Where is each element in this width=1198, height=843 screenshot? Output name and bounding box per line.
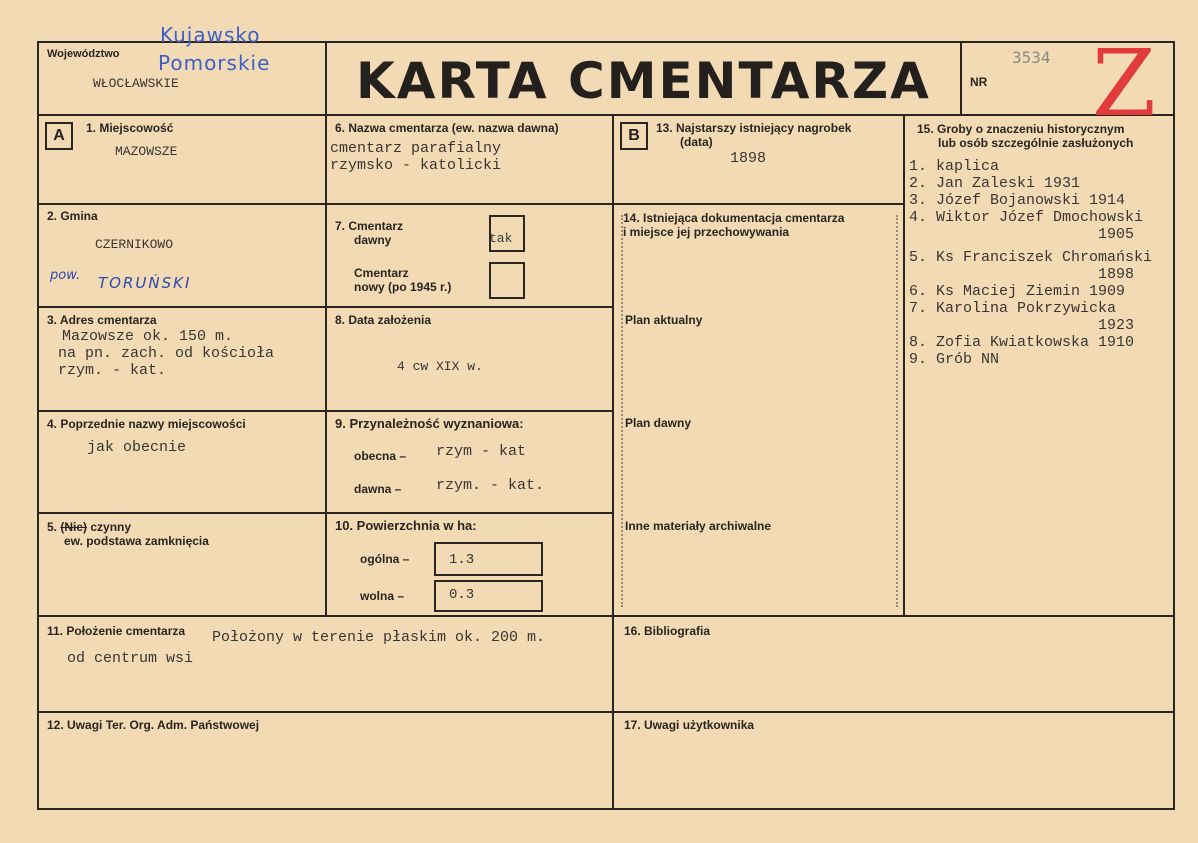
grave-line: 1898 (909, 266, 1135, 283)
field-3-line-1: Mazowsze ok. 150 m. (62, 328, 234, 345)
field-10-ogolna-label: ogólna – (360, 552, 410, 566)
plan-dawny-label: Plan dawny (625, 416, 692, 430)
grave-line: 1. kaplica (909, 158, 1000, 175)
field-2-pow-value: TORUŃSKI (98, 274, 192, 292)
field-10-wolna-label: wolna – (360, 589, 405, 603)
field-7-nowy-label-2: nowy (po 1945 r.) (354, 280, 452, 294)
grave-line: 2. Jan Zaleski 1931 (909, 175, 1081, 192)
field-8-value: 4 cw XIX w. (397, 359, 483, 374)
row-2 (37, 306, 614, 308)
field-11-label: 11. Położenie cmentarza (47, 624, 186, 638)
col-divider-3 (903, 114, 905, 617)
woj-value: WŁOCŁAWSKIE (93, 76, 179, 91)
field-9-label: 9. Przynależność wyznaniowa: (335, 416, 524, 431)
field-14-label-2: i miejsce jej przechowywania (623, 225, 790, 239)
field-2-pow-prefix: pow. (50, 268, 81, 283)
field-4-label: 4. Poprzednie nazwy miejscowości (47, 417, 246, 431)
field-10-wolna-value: 0.3 (449, 587, 475, 603)
field-15-label-1: 15. Groby o znaczeniu historycznym (917, 122, 1125, 136)
field-13-label-1: 13. Najstarszy istniejący nagrobek (656, 121, 852, 135)
border-right (1173, 41, 1175, 810)
field-4-value: jak obecnie (87, 439, 187, 456)
plan-aktualny-label: Plan aktualny (625, 313, 703, 327)
field-5-nie: (Nie) (60, 520, 88, 534)
row-13-14 (612, 203, 905, 205)
field-9-obecna-label: obecna – (354, 449, 407, 463)
col-divider-2 (612, 114, 614, 810)
field-10-label: 10. Powierzchnia w ha: (335, 518, 477, 533)
field-12-label: 12. Uwagi Ter. Org. Adm. Państwowej (47, 718, 260, 732)
field-6-label: 6. Nazwa cmentarza (ew. nazwa dawna) (335, 121, 559, 135)
field-2-label: 2. Gmina (47, 209, 98, 223)
border-bottom (37, 808, 1175, 810)
field-1-label: 1. Miejscowość (86, 121, 174, 135)
header-col-2 (960, 41, 962, 116)
field-11-line-2: od centrum wsi (67, 650, 194, 667)
row-4 (37, 512, 614, 514)
grave-line: 6. Ks Maciej Ziemin 1909 (909, 283, 1126, 300)
field-7-dawny-value: tak (489, 231, 513, 246)
field-15-label-2: lub osób szczególnie zasłużonych (938, 136, 1134, 150)
field-10-ogolna-value: 1.3 (449, 552, 475, 568)
field-9-obecna-value: rzym - kat (436, 443, 527, 460)
nr-pencil-number: 3534 (1012, 48, 1051, 67)
field-3-line-2: na pn. zach. od kościoła (58, 345, 275, 362)
field-16-label: 16. Bibliografia (624, 624, 711, 638)
field-7-nowy-label-1: Cmentarz (354, 266, 409, 280)
field-14-label-1: 14. Istniejąca dokumentacja cmentarza (623, 211, 845, 225)
region-stamp-line1: Kujawsko (160, 23, 261, 47)
grave-line: 8. Zofia Kwiatkowska 1910 (909, 334, 1135, 351)
grave-line: 9. Grób NN (909, 351, 1000, 368)
region-stamp-line2: Pomorskie (158, 51, 271, 75)
grave-line: 1905 (909, 226, 1135, 243)
grave-line: 5. Ks Franciszek Chromański (909, 249, 1153, 266)
section-a-box: A (45, 122, 73, 150)
header-divider (37, 114, 1175, 116)
field-7-label-2: dawny (354, 233, 392, 247)
grave-line: 4. Wiktor Józef Dmochowski (909, 209, 1144, 226)
field-5-label-2: ew. podstawa zamknięcia (64, 534, 209, 548)
field-6-line-1: cmentarz parafialny (330, 140, 502, 157)
nr-label: NR (970, 75, 988, 89)
grave-line: 7. Karolina Pokrzywicka (909, 300, 1117, 317)
row-5 (37, 615, 1175, 617)
field-1-value: MAZOWSZE (115, 144, 178, 159)
row-6 (37, 711, 1175, 713)
field-2-value: CZERNIKOWO (95, 237, 174, 252)
field-7-nowy-checkbox[interactable] (489, 262, 525, 299)
grave-line: 3. Józef Bojanowski 1914 (909, 192, 1126, 209)
field-8-label: 8. Data założenia (335, 313, 432, 327)
border-left (37, 41, 39, 810)
dotted-guide-right (896, 215, 898, 607)
field-5-czynny: czynny (87, 520, 132, 534)
row-3 (37, 410, 614, 412)
nr-letter: Z (1092, 30, 1156, 137)
row-1 (37, 203, 614, 205)
dotted-guide-left (621, 215, 623, 607)
field-9-dawna-value: rzym. - kat. (436, 477, 545, 494)
field-6-line-2: rzymsko - katolicki (330, 157, 502, 174)
field-11-line-1: Położony w terenie płaskim ok. 200 m. (212, 629, 546, 646)
field-3-label: 3. Adres cmentarza (47, 313, 157, 327)
field-15-list (909, 158, 1152, 368)
col-divider-1 (325, 114, 327, 615)
inne-materialy-label: Inne materiały archiwalne (625, 519, 772, 533)
field-13-value: 1898 (730, 150, 767, 167)
woj-label: Województwo (47, 48, 120, 60)
field-13-label-2: (data) (680, 135, 713, 149)
field-9-dawna-label: dawna – (354, 482, 402, 496)
page-title: KARTA CMENTARZA (356, 52, 931, 110)
field-5-label: 5. (Nie) czynny (47, 520, 132, 534)
field-17-label: 17. Uwagi użytkownika (624, 718, 755, 732)
field-7-label-1: 7. Cmentarz (335, 219, 404, 233)
grave-line: 1923 (909, 317, 1135, 334)
section-b-box: B (620, 122, 648, 150)
field-3-line-3: rzym. - kat. (58, 362, 167, 379)
header-col-1 (325, 41, 327, 116)
